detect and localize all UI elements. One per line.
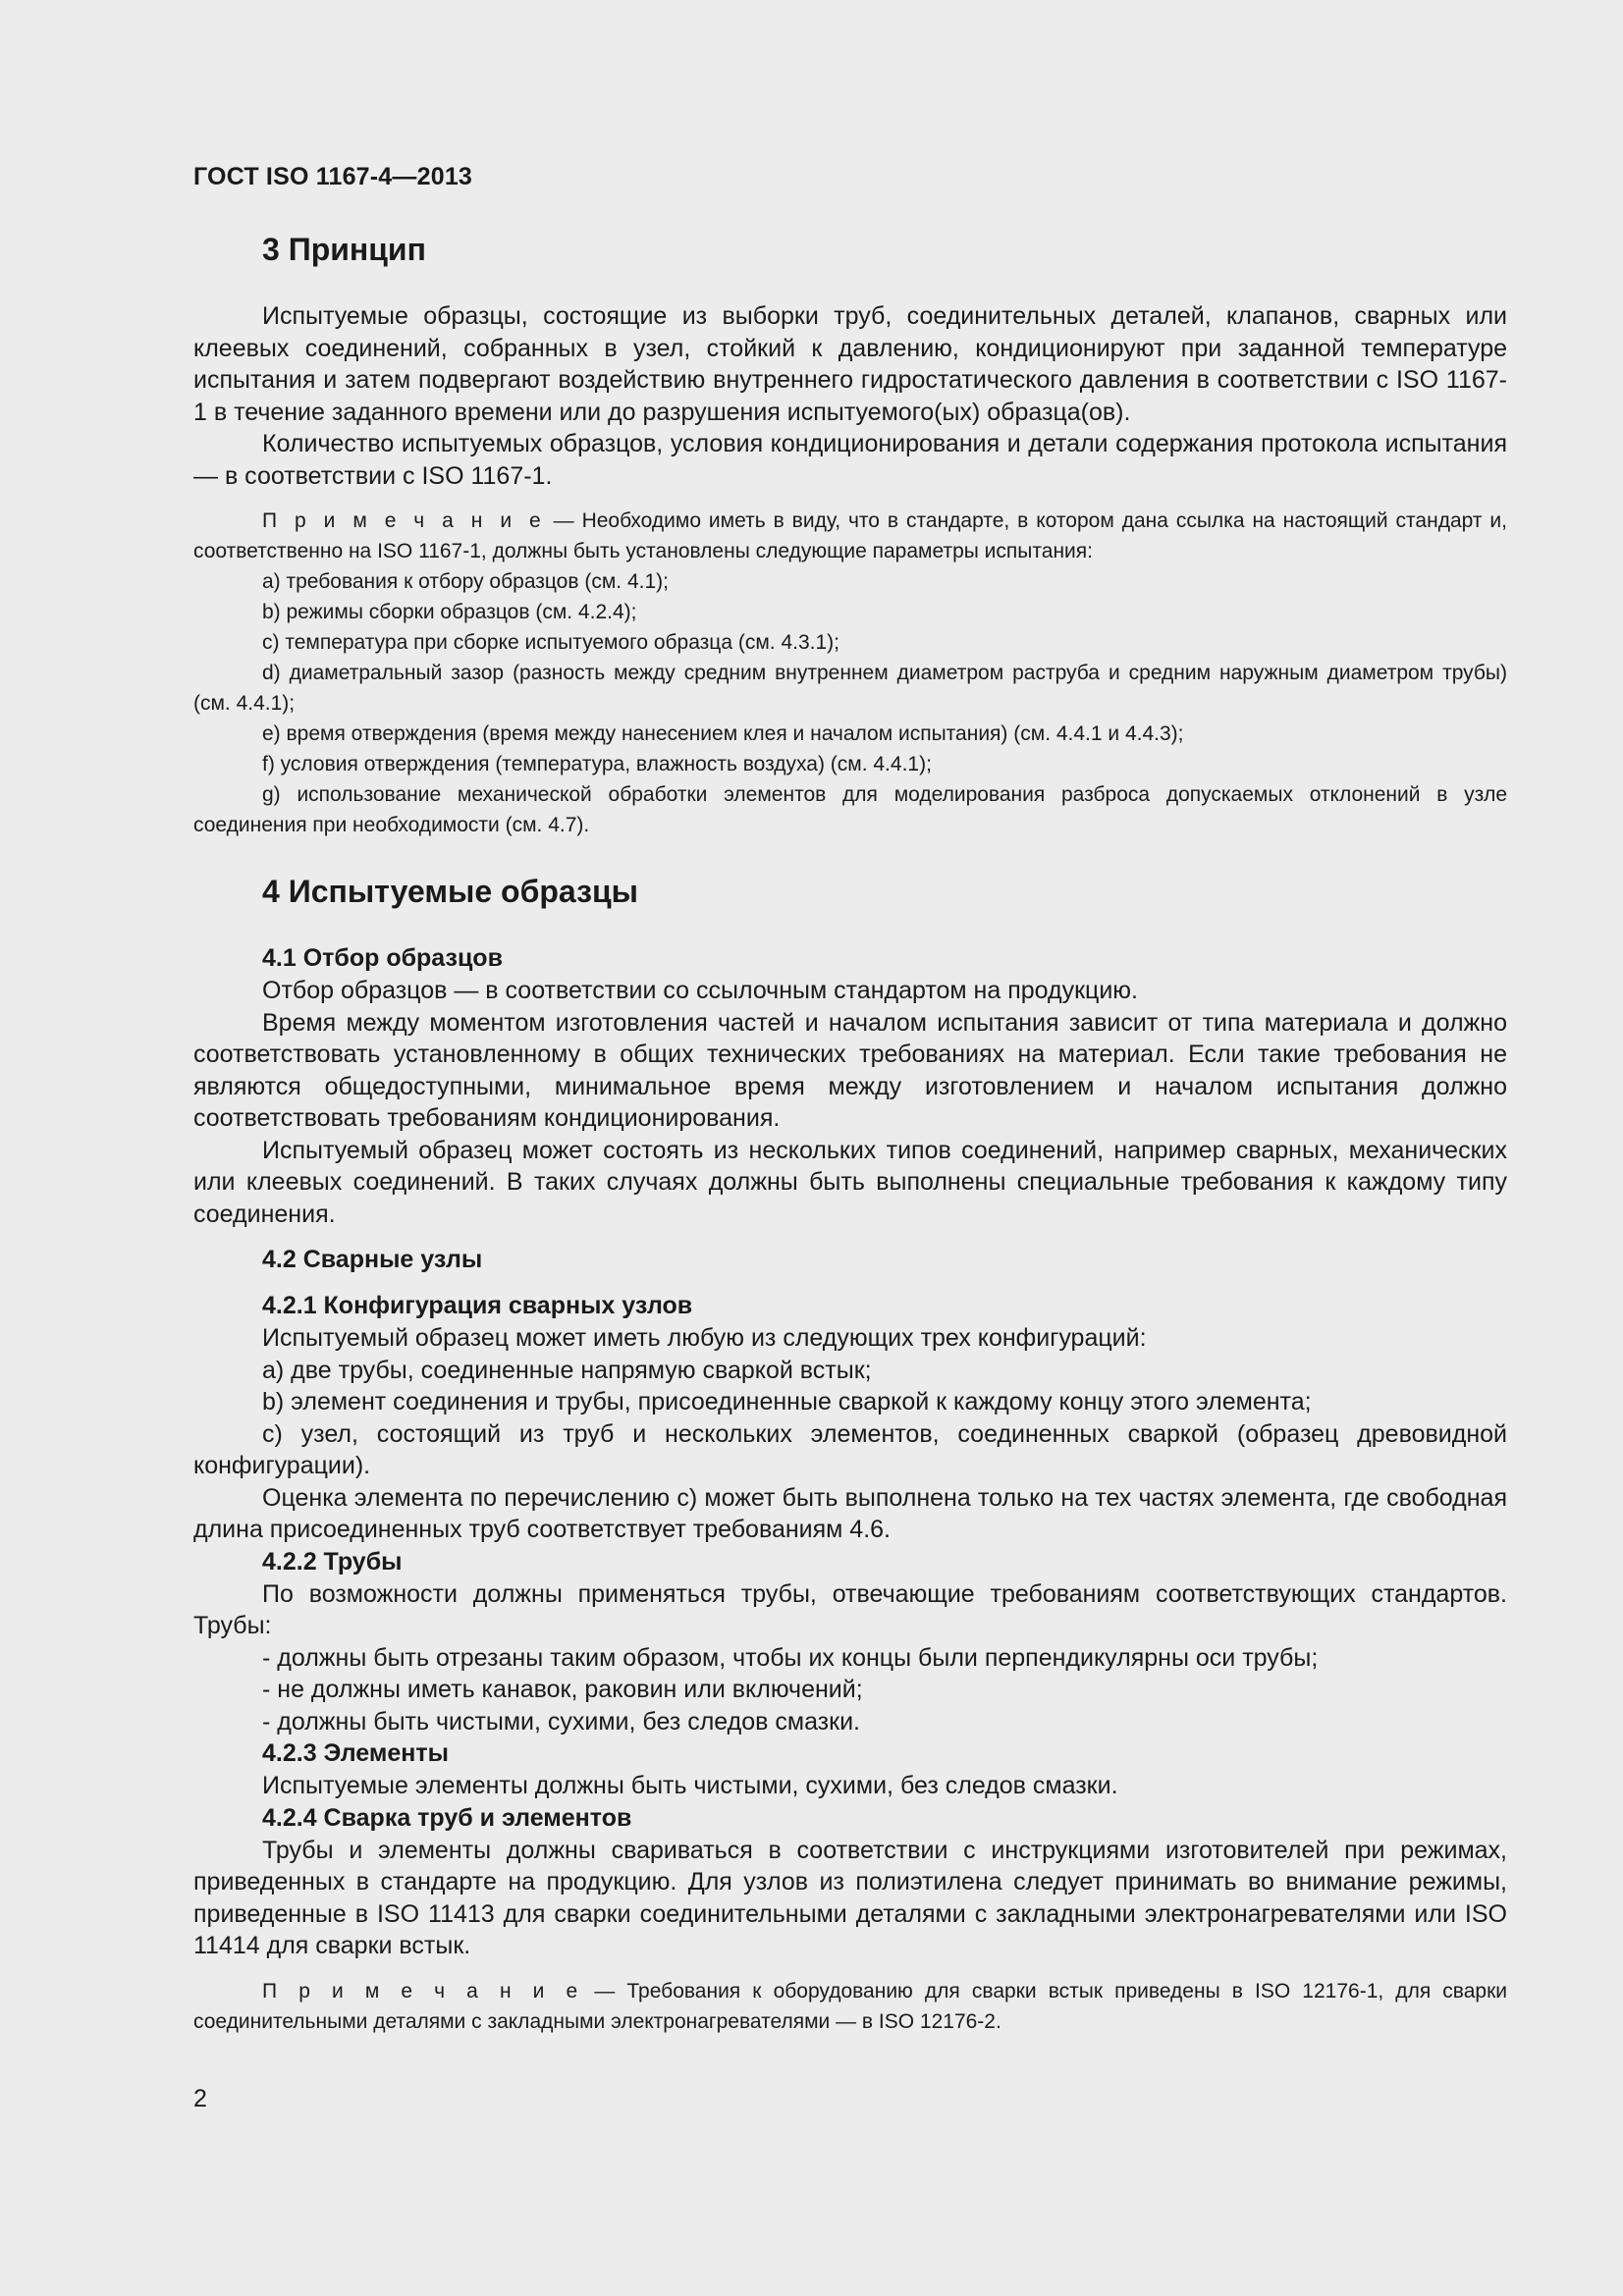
subsection-4-2-3-body xyxy=(193,1770,1507,1802)
paragraph: Оценка элемента по перечислению c) может быть выполнена только на тех частях элемента, где свободная длина присоединенных труб соответствует требованиям 4.6. xyxy=(193,1483,1507,1543)
section-3-note xyxy=(193,506,1507,840)
paragraph: Испытуемый образец может иметь любую из следующих трех конфигураций: xyxy=(262,1324,1147,1352)
document-code: ГОСТ ISO 1167-4—2013 xyxy=(193,163,473,190)
list-item: - должны быть чистыми, сухими, без следов смазки. xyxy=(262,1707,860,1735)
note-item: g) использование механической обработки элементов для моделирования разброса допускаемых отклонений в узле соединения при необходимости (см. 4.7). xyxy=(193,783,1507,836)
paragraph: Отбор образцов — в соответствии со ссылочным стандартом на продукцию. xyxy=(262,977,1139,1004)
subsection-4-2-4-note xyxy=(193,1976,1507,2037)
note-label: П р и м е ч а н и е xyxy=(262,1979,583,2002)
list-item: - должны быть отрезаны таким образом, чтобы их концы были перпендикулярны оси трубы; xyxy=(262,1643,1319,1672)
note-text: — Необходимо иметь в виду, что в стандарте, в котором дана ссылка на настоящий стандарт и, соответственно на ISO 1167-1, должны быть установлены следующие параметры испытания: xyxy=(193,509,1507,562)
note-label: П р и м е ч а н и е xyxy=(262,509,546,532)
paragraph: Трубы и элементы должны свариваться в соответствии с инструкциями изготовителей при режимах, приведенных в стандарте на продукцию. Для узлов из полиэтилена следует принимать во внимание режимы, приведенные в ISO 11413 для сварки соединительными деталями с закладными электронагревателями или ISO 11414 для сварки встык. xyxy=(193,1836,1507,1959)
paragraph: Количество испытуемых образцов, условия кондиционирования и детали содержания протокола испытания — в соответствии с ISO 1167-1. xyxy=(193,430,1507,490)
paragraph: Испытуемый образец может состоять из нескольких типов соединений, например сварных, механических или клеевых соединений. В таких случаях должны быть выполнены специальные требования к каждому типу соединения. xyxy=(193,1136,1507,1228)
subsection-4-1-body xyxy=(193,975,1507,1230)
note-item: c) температура при сборке испытуемого образца (см. 4.3.1); xyxy=(262,631,839,654)
section-4-title: 4 Испытуемые образцы xyxy=(262,874,638,909)
note-item: d) диаметральный зазор (разность между средним внутреннем диаметром раструба и средним наружным диаметром трубы) (см. 4.4.1); xyxy=(193,662,1507,715)
subsection-4-2-1-title: 4.2.1 Конфигурация сварных узлов xyxy=(262,1292,693,1319)
paragraph: Время между моментом изготовления частей и началом испытания зависит от типа материала и должно соответствовать установленному в общих технических требованиях на материал. Если такие требования не являются общедоступными, минимальное время между изготовлением и началом испытания должно соответствовать требованиям кондиционирования. xyxy=(193,1008,1507,1132)
note-text: — Требования к оборудованию для сварки встык приведены в ISO 12176-1, для сварки соединительными деталями с закладными электронагревателями — в ISO 12176-2. xyxy=(193,1979,1507,2033)
note-item: f) условия отверждения (температура, влажность воздуха) (см. 4.4.1); xyxy=(262,753,932,775)
subsection-4-2-2-title: 4.2.2 Трубы xyxy=(262,1547,403,1575)
note-item: a) требования к отбору образцов (см. 4.1); xyxy=(262,570,669,593)
paragraph: Испытуемые образцы, состоящие из выборки труб, соединительных деталей, клапанов, сварных или клеевых соединений, собранных в узел, стойкий к давлению, кондиционируют при заданной температуре испытания и затем подвергают воздействию внутреннего гидростатического давления в соответствии с ISO 1167-1 в течение заданного времени или до разрушения испытуемого(ых) образца(ов). xyxy=(193,302,1507,426)
note-item: e) время отверждения (время между нанесением клея и началом испытания) (см. 4.4.1 и 4.4.3); xyxy=(262,722,1184,745)
paragraph: Испытуемые элементы должны быть чистыми, сухими, без следов смазки. xyxy=(262,1772,1118,1799)
list-item: - не должны иметь канавок, раковин или включений; xyxy=(262,1676,863,1703)
list-item: b) элемент соединения и трубы, присоединенные сваркой к каждому концу этого элемента; xyxy=(262,1388,1312,1415)
list-item: a) две трубы, соединенные напрямую сваркой встык; xyxy=(262,1356,872,1384)
subsection-4-2-2-body xyxy=(193,1578,1507,1738)
subsection-4-2-3-title: 4.2.3 Элементы xyxy=(262,1739,449,1767)
page-number: 2 xyxy=(193,2085,207,2112)
paragraph: По возможности должны применяться трубы, отвечающие требованиям соответствующих стандартов. Трубы: xyxy=(193,1579,1507,1639)
note-item: b) режимы сборки образцов (см. 4.2.4); xyxy=(262,601,637,623)
subsection-4-1-title: 4.1 Отбор образцов xyxy=(262,944,503,972)
list-item: c) узел, состоящий из труб и нескольких элементов, соединенных сваркой (образец древовидной конфигурации). xyxy=(193,1419,1507,1479)
section-3-title: 3 Принцип xyxy=(262,232,426,267)
subsection-4-2-4-title: 4.2.4 Сварка труб и элементов xyxy=(262,1803,632,1832)
subsection-4-2-1-body xyxy=(193,1322,1507,1546)
note-paragraph xyxy=(193,506,1507,566)
section-3-body xyxy=(193,300,1507,492)
subsection-4-2-4-body xyxy=(193,1835,1507,1962)
subsection-4-2-title: 4.2 Сварные узлы xyxy=(262,1246,483,1273)
note-paragraph xyxy=(193,1976,1507,2037)
page-content xyxy=(193,226,1507,2037)
